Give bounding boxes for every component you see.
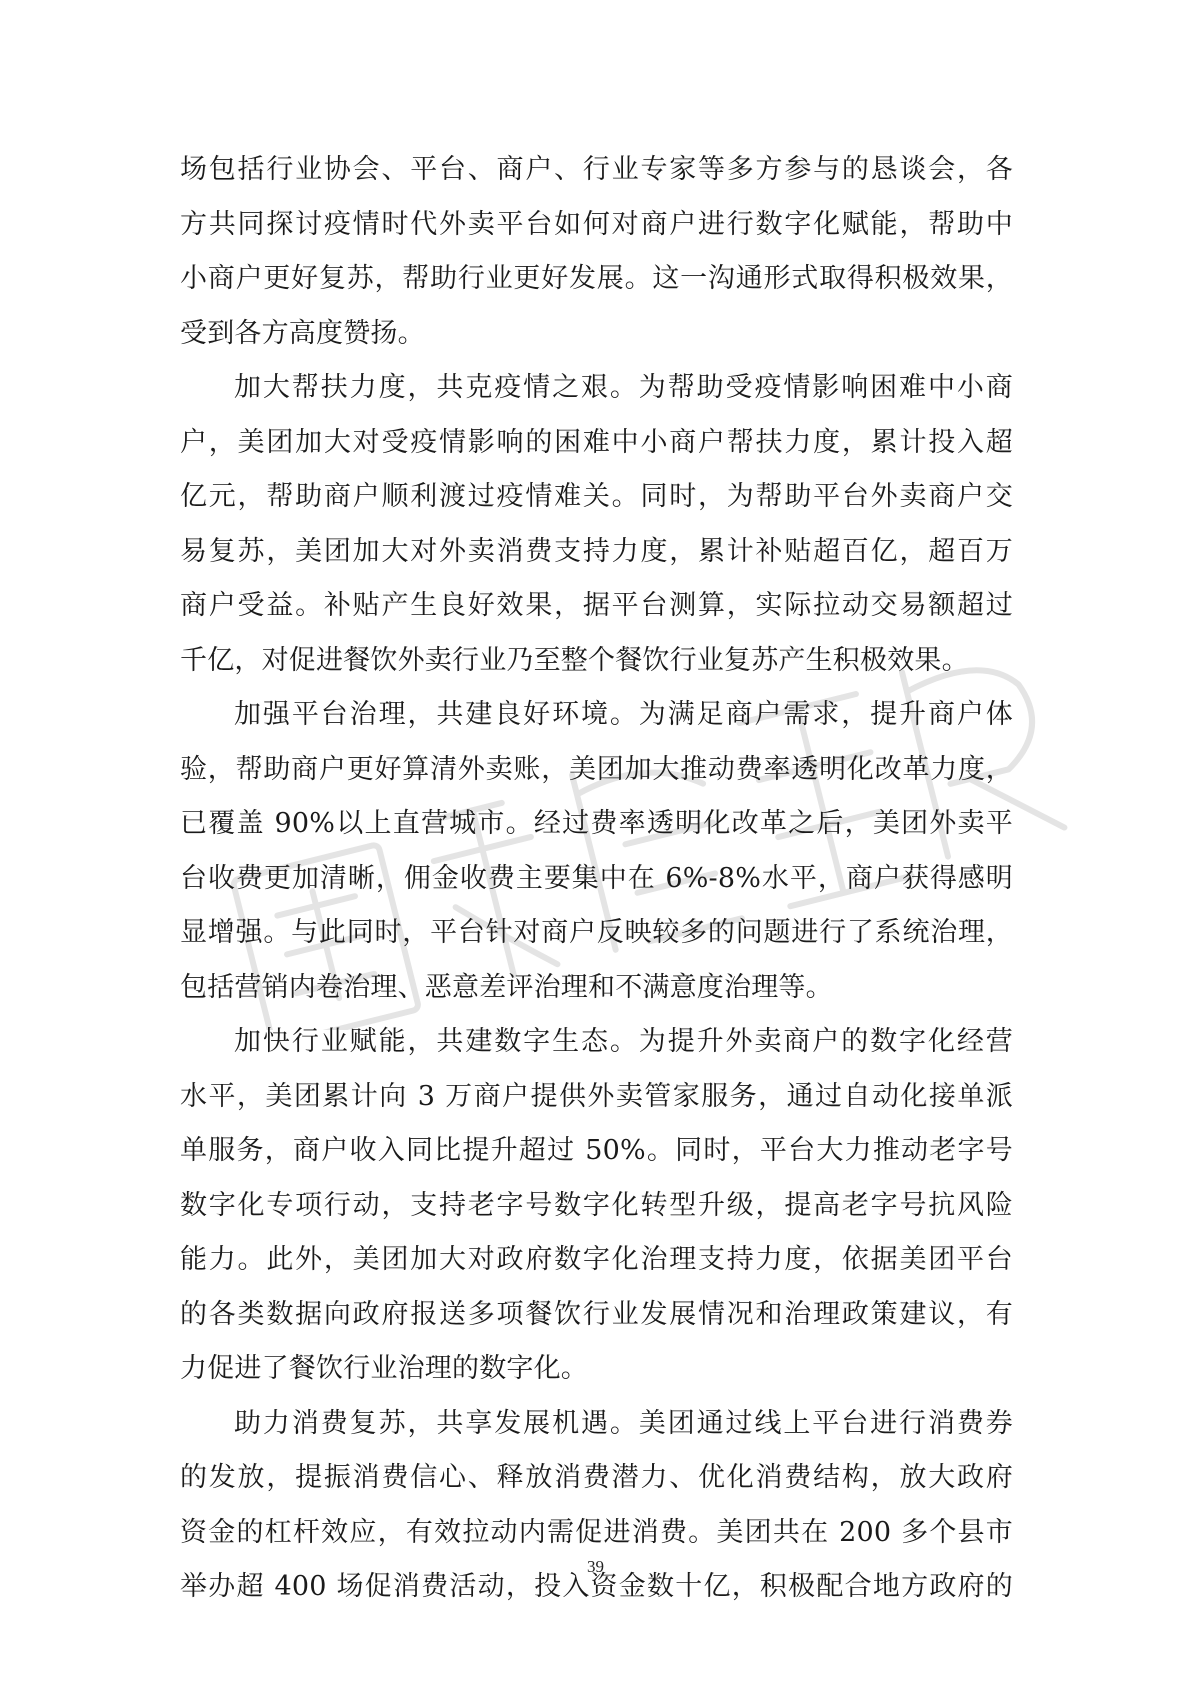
text-line: 水平，美团累计向 3 万商户提供外卖管家服务，通过自动化接单派 xyxy=(180,1080,1013,1112)
text-line: 方共同探讨疫情时代外卖平台如何对商户进行数字化赋能，帮助中 xyxy=(180,208,1013,240)
text-line: 易复苏，美团加大对外卖消费支持力度，累计补贴超百亿，超百万 xyxy=(180,535,1013,567)
body-text xyxy=(180,143,1013,1615)
paragraph-heading-line: 加强平台治理，共建良好环境。为满足商户需求，提升商户体 xyxy=(234,699,1013,730)
text-line: 力促进了餐饮行业治理的数字化。 xyxy=(180,1353,588,1384)
text-line: 台收费更加清晰，佣金收费主要集中在 6%-8%水平，商户获得感明 xyxy=(180,862,1013,894)
text-line: 资金的杠杆效应，有效拉动内需促进消费。美团共在 200 多个县市 xyxy=(180,1516,1013,1548)
text-line: 显增强。与此同时，平台针对商户反映较多的问题进行了系统治理， xyxy=(180,917,1013,948)
text-line: 商户受益。补贴产生良好效果，据平台测算，实际拉动交易额超过 xyxy=(180,590,1013,621)
paragraph-heading-line: 助力消费复苏，共享发展机遇。美团通过线上平台进行消费券 xyxy=(234,1407,1013,1439)
paragraph-heading-line: 加大帮扶力度，共克疫情之艰。为帮助受疫情影响困难中小商 xyxy=(234,372,1013,403)
page-number: 39 xyxy=(587,1557,604,1576)
text-line: 场包括行业协会、平台、商户、行业专家等多方参与的恳谈会，各 xyxy=(180,154,1013,185)
paragraph-heading-line: 加快行业赋能，共建数字生态。为提升外卖商户的数字化经营 xyxy=(234,1026,1013,1057)
text-line: 户，美团加大对受疫情影响的困难中小商户帮扶力度，累计投入超 xyxy=(180,426,1013,458)
text-line: 验，帮助商户更好算清外卖账，美团加大推动费率透明化改革力度， xyxy=(180,753,1013,785)
text-line: 千亿，对促进餐饮外卖行业乃至整个餐饮行业复苏产生积极效果。 xyxy=(180,644,969,676)
text-line: 小商户更好复苏，帮助行业更好发展。这一沟通形式取得积极效果， xyxy=(180,263,1013,294)
text-line: 单服务，商户收入同比提升超过 50%。同时，平台大力推动老字号 xyxy=(180,1135,1013,1166)
text-line: 举办超 400 场促消费活动，投入资金数十亿，积极配合地方政府的 xyxy=(180,1571,1013,1602)
text-line: 亿元，帮助商户顺利渡过疫情难关。同时，为帮助平台外卖商户交 xyxy=(180,481,1013,512)
text-line: 包括营销内卷治理、恶意差评治理和不满意度治理等。 xyxy=(180,971,833,1003)
text-line: 已覆盖 90%以上直营城市。经过费率透明化改革之后，美团外卖平 xyxy=(180,808,1013,839)
text-line: 数字化专项行动，支持老字号数字化转型升级，提高老字号抗风险 xyxy=(180,1189,1013,1221)
text-line: 受到各方高度赞扬。 xyxy=(180,317,425,349)
text-line: 的发放，提振消费信心、释放消费潜力、优化消费结构，放大政府 xyxy=(180,1462,1013,1493)
text-line: 能力。此外，美团加大对政府数字化治理支持力度，依据美团平台 xyxy=(180,1244,1013,1275)
text-line: 的各类数据向政府报送多项餐饮行业发展情况和治理政策建议，有 xyxy=(180,1298,1013,1330)
